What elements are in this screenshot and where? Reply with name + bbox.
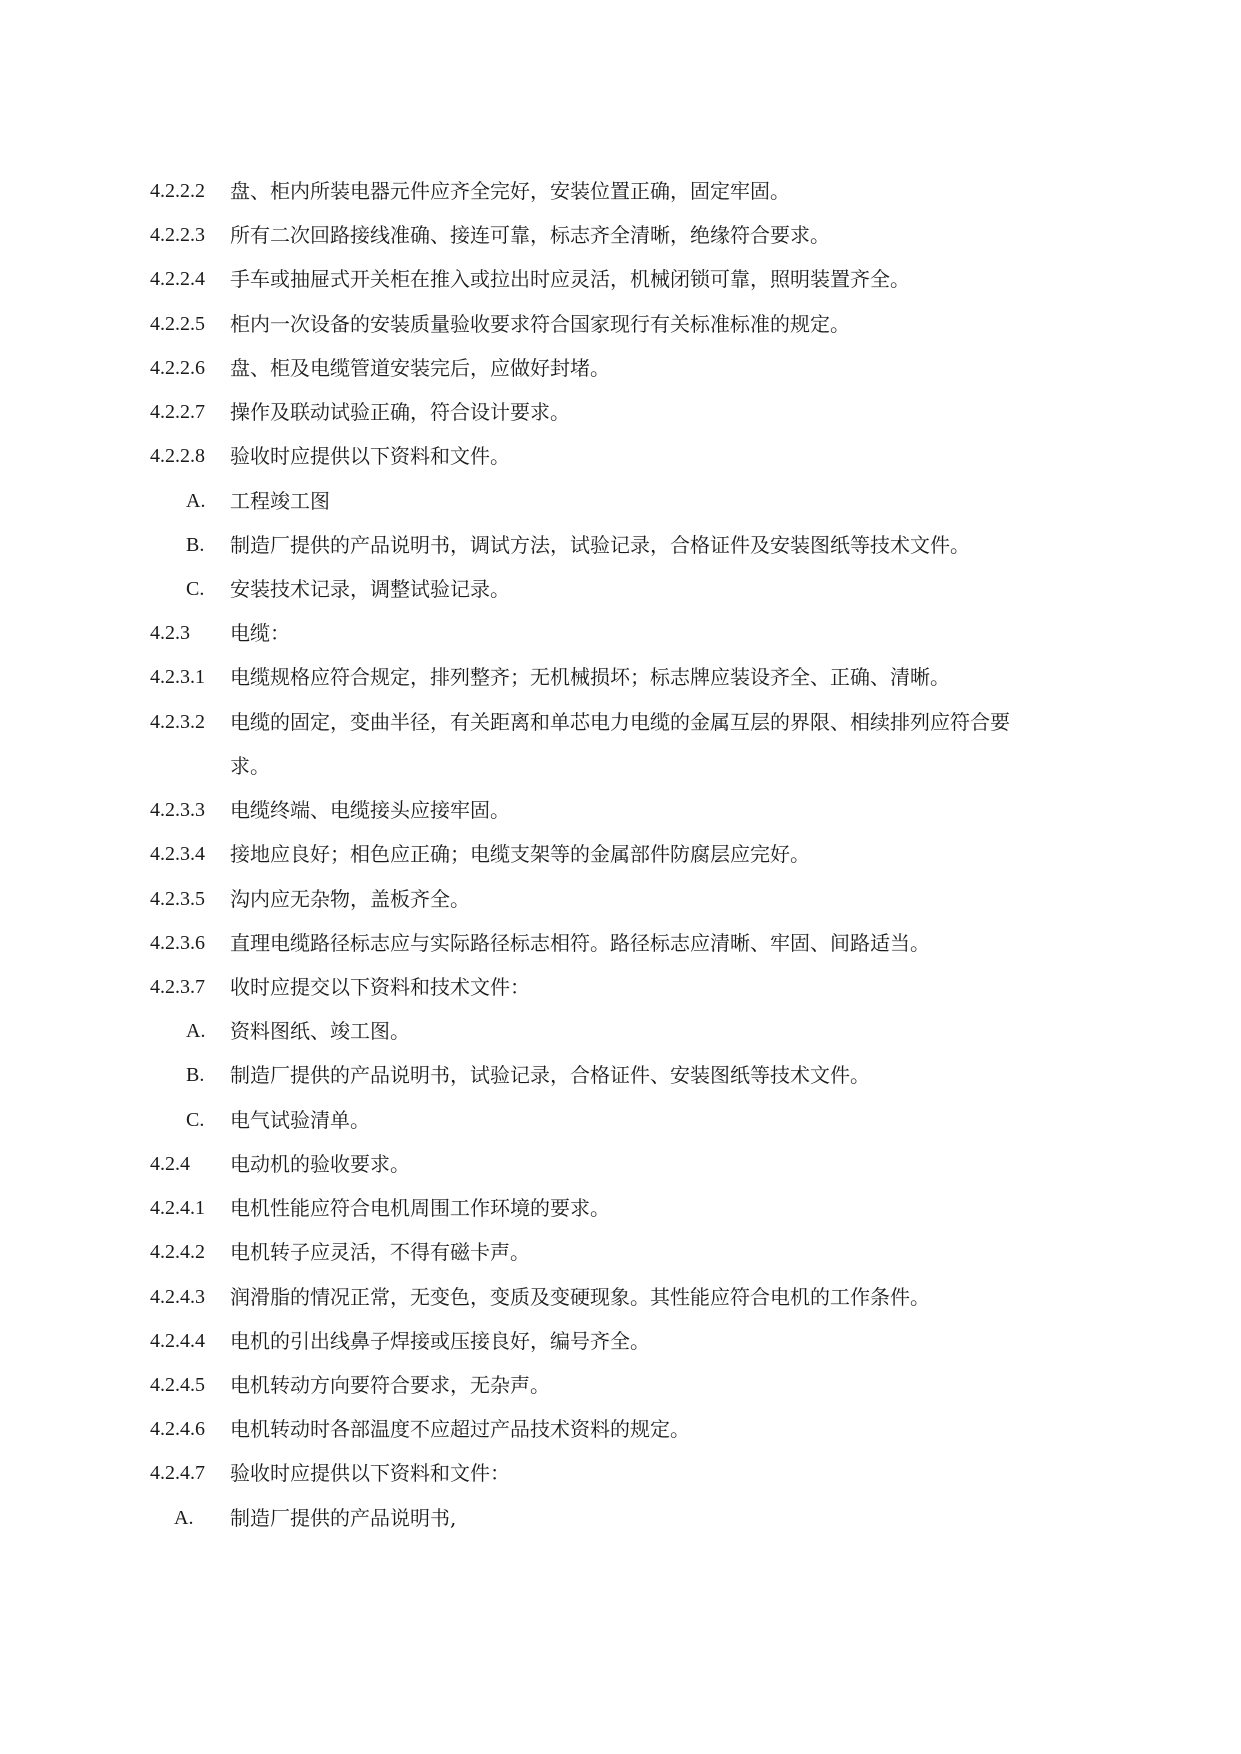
clause-text: 沟内应无杂物，盖板齐全。 bbox=[230, 887, 470, 911]
section-number: 4.2.3 bbox=[150, 622, 190, 644]
list-letter: A. bbox=[186, 490, 206, 512]
clause-number: 4.2.3.6 bbox=[150, 932, 205, 954]
clause-text: 电机的引出线鼻子焊接或压接良好，编号齐全。 bbox=[230, 1329, 650, 1353]
clause-number: 4.2.3.2 bbox=[150, 711, 205, 733]
clause-number: 4.2.4.2 bbox=[150, 1241, 205, 1263]
list-item bbox=[150, 1105, 1100, 1135]
list-letter: A. bbox=[174, 1507, 194, 1529]
clause-continuation bbox=[150, 751, 1100, 781]
clause-text: 电机转子应灵活，不得有磁卡声。 bbox=[230, 1240, 530, 1264]
clause-line bbox=[150, 884, 1100, 914]
clause-text: 柜内一次设备的安装质量验收要求符合国家现行有关标准标准的规定。 bbox=[230, 312, 850, 336]
list-letter: B. bbox=[186, 534, 205, 556]
section-heading bbox=[150, 618, 1100, 648]
clause-line bbox=[150, 1326, 1100, 1356]
clause-text: 电机转动方向要符合要求，无杂声。 bbox=[230, 1373, 550, 1397]
clause-line bbox=[150, 353, 1100, 383]
clause-line bbox=[150, 1193, 1100, 1223]
clause-text: 手车或抽屉式开关柜在推入或拉出时应灵活，机械闭锁可靠，照明装置齐全。 bbox=[230, 267, 910, 291]
clause-text: 盘、柜及电缆管道安装完后，应做好封堵。 bbox=[230, 356, 610, 380]
clause-line bbox=[150, 707, 1100, 737]
clause-line bbox=[150, 441, 1100, 471]
clause-line bbox=[150, 264, 1100, 294]
clause-line bbox=[150, 1282, 1100, 1312]
list-letter: C. bbox=[186, 578, 205, 600]
clause-line bbox=[150, 972, 1100, 1002]
clause-number: 4.2.2.4 bbox=[150, 268, 205, 290]
clause-line bbox=[150, 928, 1100, 958]
list-text: 资料图纸、竣工图。 bbox=[230, 1019, 410, 1043]
list-item bbox=[150, 486, 1100, 516]
clause-number: 4.2.4.6 bbox=[150, 1418, 205, 1440]
clause-line bbox=[150, 1414, 1100, 1444]
section-title: 电缆： bbox=[230, 621, 290, 645]
list-item bbox=[150, 1060, 1100, 1090]
list-item bbox=[150, 1016, 1100, 1046]
clause-line bbox=[150, 220, 1100, 250]
clause-line bbox=[150, 839, 1100, 869]
list-text: 制造厂提供的产品说明书, bbox=[230, 1506, 457, 1530]
clause-number: 4.2.3.3 bbox=[150, 799, 205, 821]
clause-number: 4.2.2.3 bbox=[150, 224, 205, 246]
section-title: 电动机的验收要求。 bbox=[230, 1152, 410, 1176]
clause-number: 4.2.4.4 bbox=[150, 1330, 205, 1352]
clause-text: 电缆终端、电缆接头应接牢固。 bbox=[230, 798, 510, 822]
list-item bbox=[150, 574, 1100, 604]
section-heading bbox=[150, 1149, 1100, 1179]
clause-text: 直理电缆路径标志应与实际路径标志相符。路径标志应清晰、牢固、间路适当。 bbox=[230, 931, 930, 955]
clause-text: 电机转动时各部温度不应超过产品技术资料的规定。 bbox=[230, 1417, 690, 1441]
clause-line bbox=[150, 309, 1100, 339]
clause-number: 4.2.3.7 bbox=[150, 976, 205, 998]
clause-line bbox=[150, 1370, 1100, 1400]
clause-number: 4.2.2.8 bbox=[150, 445, 205, 467]
clause-number: 4.2.3.5 bbox=[150, 888, 205, 910]
clause-text: 润滑脂的情况正常，无变色，变质及变硬现象。其性能应符合电机的工作条件。 bbox=[230, 1285, 930, 1309]
clause-text: 电机性能应符合电机周围工作环境的要求。 bbox=[230, 1196, 610, 1220]
list-item bbox=[150, 530, 1100, 560]
clause-number: 4.2.3.1 bbox=[150, 666, 205, 688]
clause-number: 4.2.2.2 bbox=[150, 180, 205, 202]
clause-line bbox=[150, 1458, 1100, 1488]
clause-text: 验收时应提供以下资料和文件。 bbox=[230, 444, 510, 468]
section-number: 4.2.4 bbox=[150, 1153, 190, 1175]
list-text: 制造厂提供的产品说明书，调试方法，试验记录，合格证件及安装图纸等技术文件。 bbox=[230, 533, 970, 557]
clause-line bbox=[150, 795, 1100, 825]
clause-text: 电缆规格应符合规定，排列整齐；无机械损坏；标志牌应装设齐全、正确、清晰。 bbox=[230, 665, 950, 689]
list-text: 工程竣工图 bbox=[230, 489, 330, 513]
clause-line bbox=[150, 176, 1100, 206]
clause-text: 接地应良好；相色应正确；电缆支架等的金属部件防腐层应完好。 bbox=[230, 842, 810, 866]
clause-text: 电缆的固定，变曲半径，有关距离和单芯电力电缆的金属互层的界限、相续排列应符合要 bbox=[230, 710, 1010, 734]
clause-line bbox=[150, 1237, 1100, 1267]
clause-number: 4.2.2.7 bbox=[150, 401, 205, 423]
clause-number: 4.2.2.5 bbox=[150, 313, 205, 335]
clause-text: 求。 bbox=[230, 754, 270, 778]
clause-text: 操作及联动试验正确，符合设计要求。 bbox=[230, 400, 570, 424]
clause-number: 4.2.4.3 bbox=[150, 1286, 205, 1308]
clause-number: 4.2.2.6 bbox=[150, 357, 205, 379]
clause-line bbox=[150, 662, 1100, 692]
clause-number: 4.2.4.7 bbox=[150, 1462, 205, 1484]
list-text: 电气试验清单。 bbox=[230, 1108, 370, 1132]
list-letter: A. bbox=[186, 1020, 206, 1042]
clause-number: 4.2.4.5 bbox=[150, 1374, 205, 1396]
clause-line bbox=[150, 397, 1100, 427]
clause-text: 盘、柜内所装电器元件应齐全完好，安装位置正确，固定牢固。 bbox=[230, 179, 790, 203]
list-item bbox=[150, 1503, 1100, 1533]
list-letter: C. bbox=[186, 1109, 205, 1131]
clause-text: 所有二次回路接线准确、接连可靠，标志齐全清晰，绝缘符合要求。 bbox=[230, 223, 830, 247]
clause-text: 验收时应提供以下资料和文件： bbox=[230, 1461, 510, 1485]
list-text: 制造厂提供的产品说明书，试验记录，合格证件、安装图纸等技术文件。 bbox=[230, 1063, 870, 1087]
clause-text: 收时应提交以下资料和技术文件： bbox=[230, 975, 530, 999]
clause-number: 4.2.4.1 bbox=[150, 1197, 205, 1219]
list-letter: B. bbox=[186, 1064, 205, 1086]
clause-number: 4.2.3.4 bbox=[150, 843, 205, 865]
list-text: 安装技术记录，调整试验记录。 bbox=[230, 577, 510, 601]
